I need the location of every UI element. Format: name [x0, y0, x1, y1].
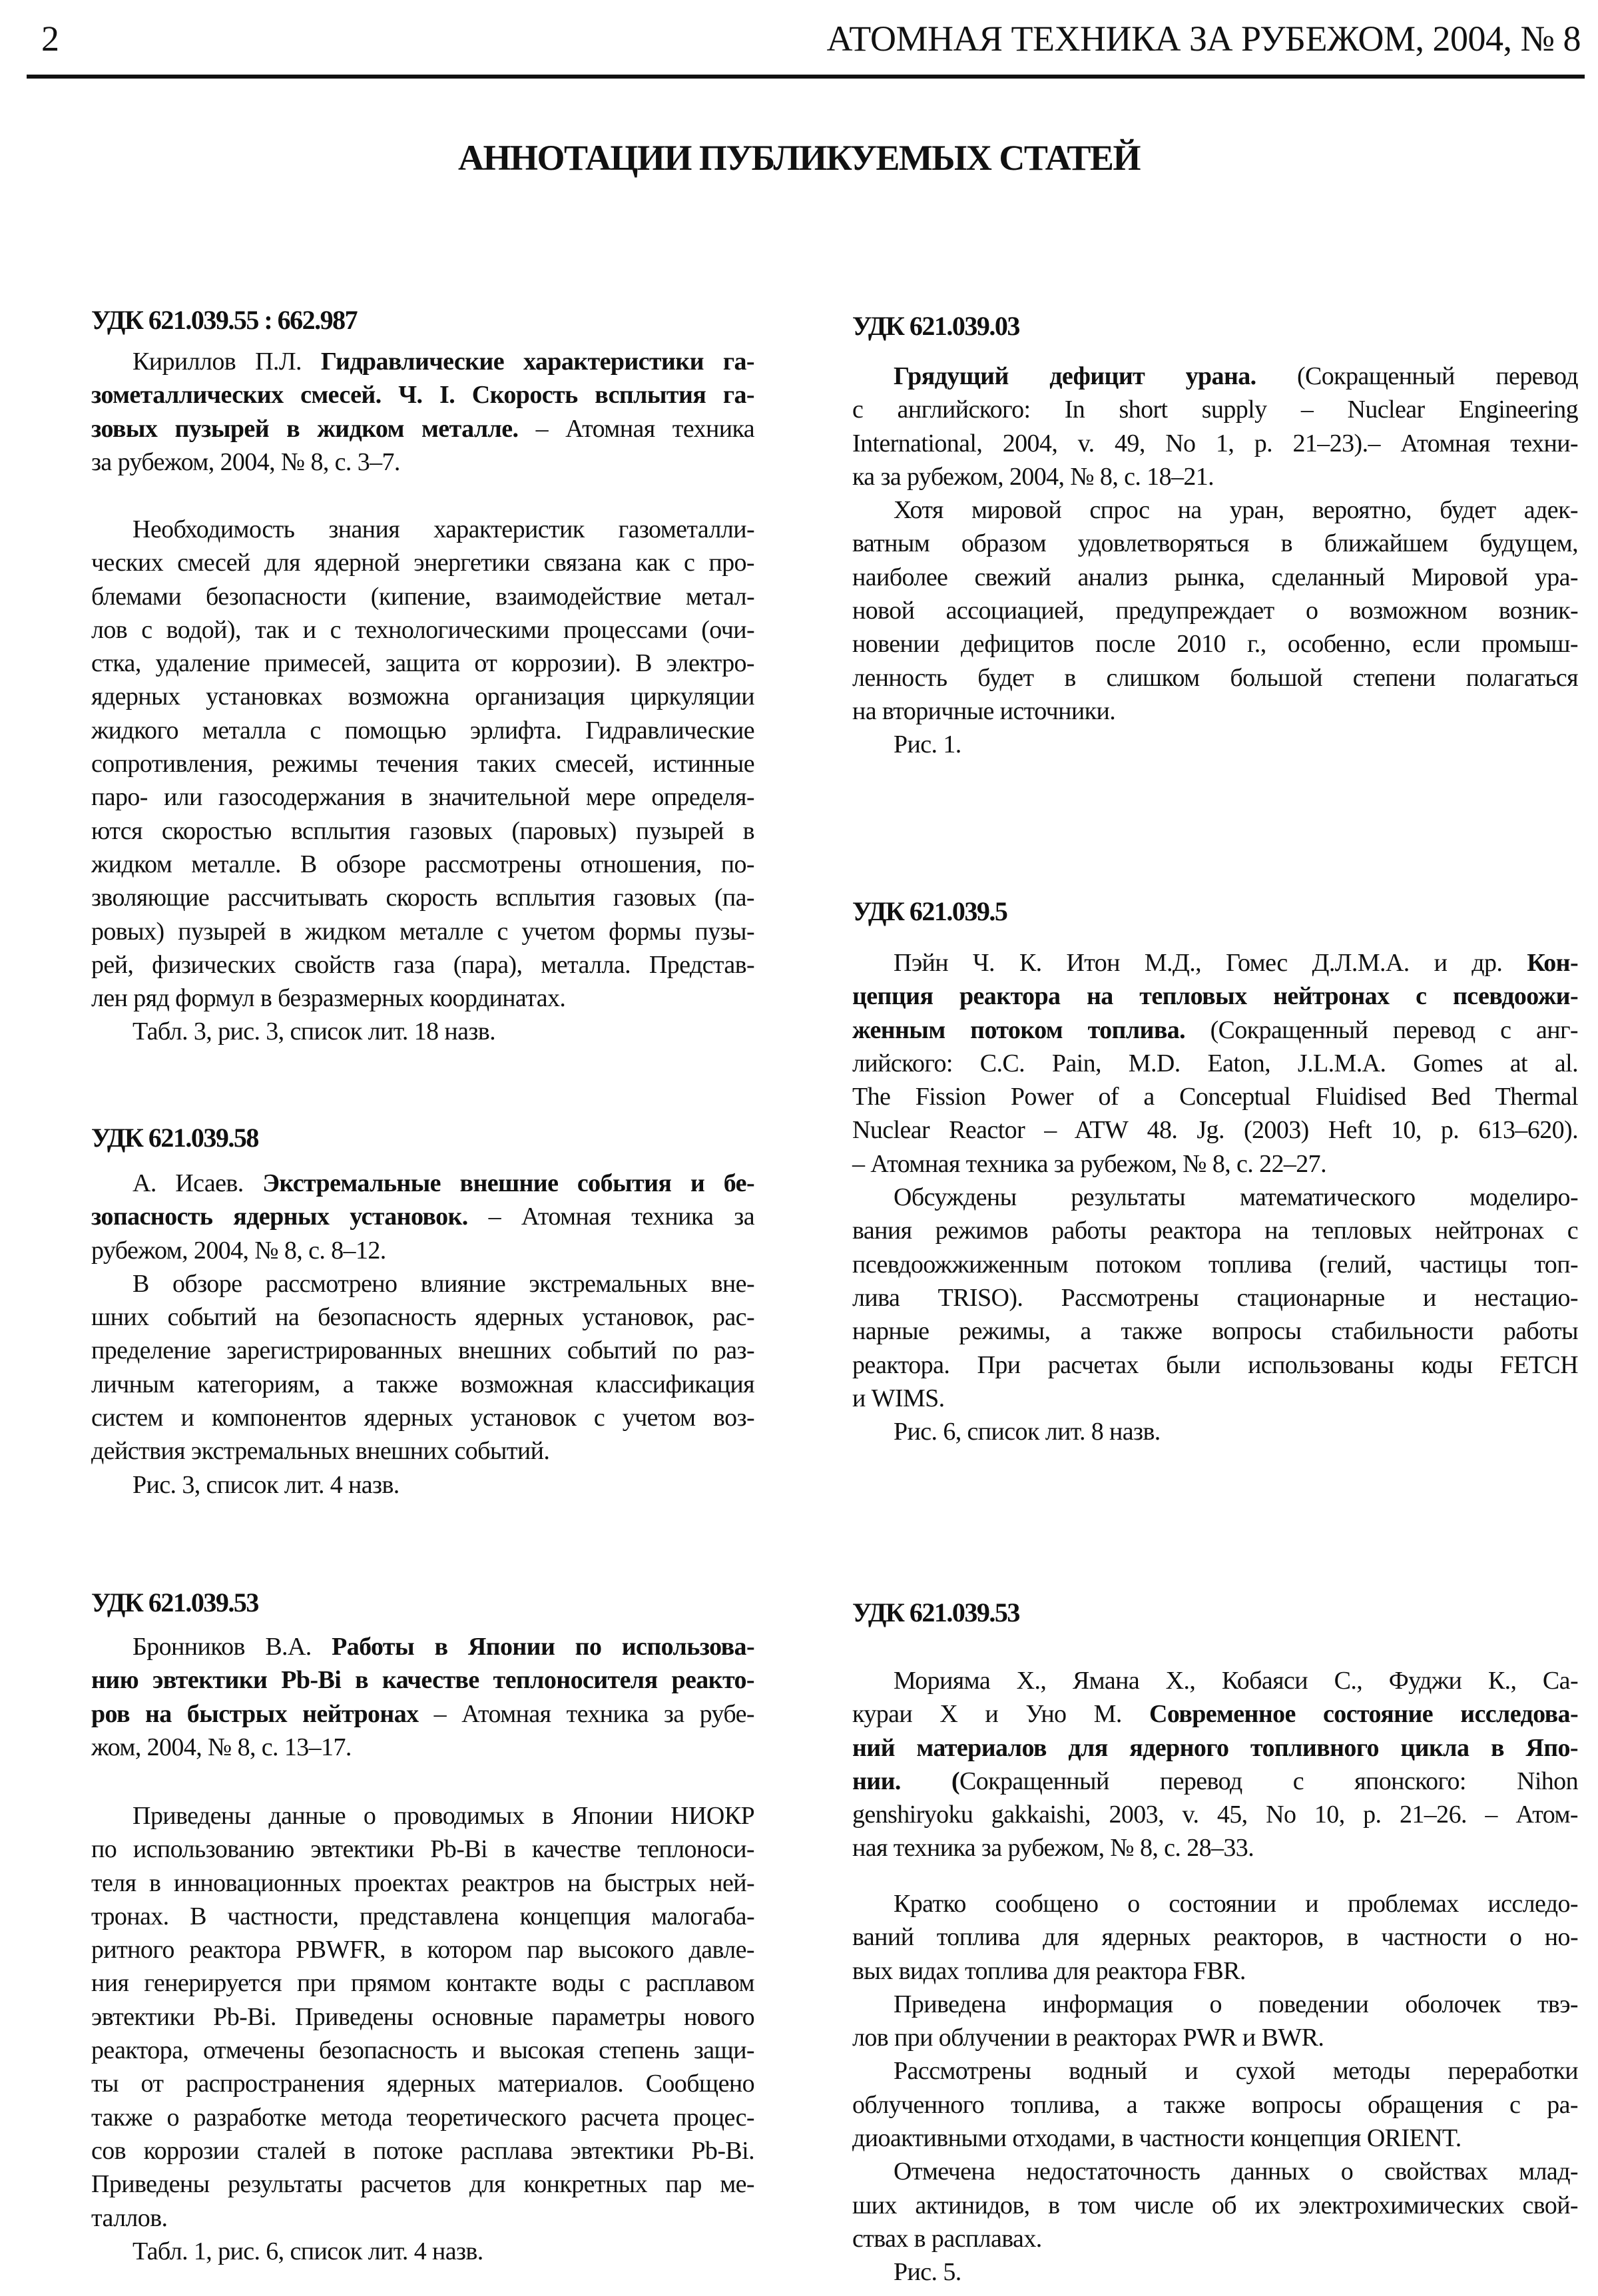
- text-line: [91, 1334, 754, 1367]
- text-line: [852, 1113, 1578, 1147]
- text-line: [852, 1988, 1578, 2021]
- text-run: – Атомная техника за рубежом, № 8, с. 22–27.: [852, 1149, 1326, 1178]
- text-run: жидкого металла с помощью эрлифта. Гидравлические: [91, 716, 754, 744]
- text-run: ядерных установках возможна организация циркуляции: [91, 683, 754, 711]
- text-line: [91, 2167, 754, 2201]
- text-line: [91, 580, 754, 613]
- text-line: [852, 2255, 1578, 2289]
- text-run: лов с водой), так и с технологическими процессами (очи-: [91, 615, 754, 644]
- article-title-run: нии. (: [852, 1767, 959, 1795]
- text-line: [852, 1181, 1578, 1214]
- text-line: [91, 1015, 754, 1048]
- text-run: В обзоре рассмотрено влияние экстремальных вне-: [133, 1269, 754, 1298]
- text-line: [91, 1234, 754, 1267]
- paragraph: [91, 1799, 754, 2235]
- page-number: 2: [41, 19, 59, 59]
- text-line: [852, 1314, 1578, 1348]
- article-title-run: зовых пузырей в жидком металле.: [91, 414, 519, 443]
- text-run: – Атомная техника: [518, 414, 754, 443]
- text-run: Хотя мировой спрос на уран, вероятно, будет адек-: [894, 496, 1578, 525]
- text-line: [852, 980, 1578, 1013]
- text-line: [852, 661, 1578, 695]
- text-run: кураи Х и Уно М.: [852, 1700, 1149, 1729]
- text-line: [91, 948, 754, 982]
- text-run: новой ассоциацией, предупреждает о возможном возник-: [852, 597, 1578, 625]
- text-line: [852, 393, 1578, 426]
- text-line: [91, 1267, 754, 1300]
- text-run: шних событий на безопасность ядерных установок, рас-: [91, 1303, 754, 1332]
- text-run: теля в инновационных проектах реактров на быстрых ней-: [91, 1868, 754, 1897]
- text-line: [852, 1382, 1578, 1415]
- text-line: [91, 1368, 754, 1401]
- annotation-block: [91, 1630, 754, 1764]
- text-line: [91, 1697, 754, 1731]
- paragraph: [91, 1167, 754, 1267]
- text-run: Кратко сообщено о состоянии и проблемах исследо-: [894, 1890, 1578, 1918]
- text-line: [852, 1047, 1578, 1080]
- text-line: [852, 1887, 1578, 1920]
- text-run: Бронников В.А.: [133, 1633, 332, 1661]
- text-run: жидком металле. В обзоре рассмотрены отношения, по-: [91, 850, 754, 878]
- text-run: genshiryoku gakkaishi, 2003, v. 45, No 10, p. 21–26. – Атом-: [852, 1801, 1578, 1829]
- article-title-run: ний материалов для ядерного топливного цикла в Япо-: [852, 1733, 1578, 1762]
- text-run: Приведены данные о проводимых в Японии НИОКР: [133, 1802, 754, 1830]
- text-run: Рис. 6, список лит. 8 назв.: [894, 1418, 1161, 1446]
- text-run: жом, 2004, № 8, с. 13–17.: [91, 1733, 352, 1761]
- text-run: наиболее свежий анализ рынка, сделанный Мировой ура-: [852, 563, 1578, 591]
- annotation-block: [91, 345, 754, 479]
- paragraph: [852, 493, 1578, 728]
- article-title-run: Гидравлические характеристики га-: [320, 348, 754, 376]
- paragraph: [852, 2255, 1578, 2289]
- text-run: паро- или газосодержания в значительной мере определя-: [91, 783, 754, 812]
- text-run: сопротивления, режимы течения таких смесей, истинные: [91, 750, 754, 778]
- text-line: [852, 1348, 1578, 1382]
- text-line: [852, 728, 1578, 761]
- text-line: [91, 1966, 754, 2000]
- text-run: А. Исаев.: [133, 1169, 263, 1197]
- text-line: [852, 627, 1578, 661]
- text-run: ленность будет в слишком большой степени полагаться: [852, 663, 1578, 692]
- text-run: стка, удаление примесей, защита от коррозии). В электро-: [91, 649, 754, 678]
- text-line: [852, 2122, 1578, 2155]
- paragraph: [852, 1664, 1578, 1865]
- text-run: тронах. В частности, представлена концепция малогаба-: [91, 1902, 754, 1930]
- text-run: Обсуждены результаты математического моделиро-: [894, 1183, 1578, 1212]
- text-run: лива TRISO). Рассмотрены стационарные и нестацио-: [852, 1283, 1578, 1312]
- article-title-run: цепция реактора на тепловых нейтронах с псевдоожи-: [852, 982, 1578, 1011]
- article-title-run: Кон-: [1527, 949, 1578, 977]
- udc-code: УДК 621.039.5: [852, 896, 1007, 926]
- text-run: вания режимов работы реактора на тепловых нейтронах с: [852, 1217, 1578, 1245]
- article-title-run: нию эвтектики Pb-Bi в качестве теплоносителя реакто-: [91, 1666, 754, 1695]
- paragraph: [852, 728, 1578, 761]
- text-line: [852, 594, 1578, 627]
- text-line: [91, 714, 754, 747]
- text-line: [91, 780, 754, 814]
- text-run: реактора. При расчетах были использованы коды FETCH: [852, 1350, 1578, 1379]
- text-line: [91, 2235, 754, 2268]
- text-line: [91, 982, 754, 1015]
- text-line: [852, 2054, 1578, 2088]
- text-line: [91, 1630, 754, 1663]
- text-line: [852, 2021, 1578, 2054]
- text-line: [91, 680, 754, 713]
- text-line: [91, 1799, 754, 1833]
- text-line: [91, 2067, 754, 2100]
- text-line: [852, 1080, 1578, 1113]
- text-run: Морияма Х., Ямана Х., Кобаяси С., Фуджи К., Са-: [894, 1667, 1578, 1695]
- text-run: нарные режимы, а также вопросы стабильности работы: [852, 1317, 1578, 1346]
- text-line: [852, 1798, 1578, 1831]
- text-line: [852, 1731, 1578, 1765]
- text-run: рей, физических свойств газа (пара), металла. Представ-: [91, 950, 754, 979]
- paragraph: [852, 946, 1578, 1181]
- annotation-block: [91, 513, 754, 1049]
- annotation-block: [852, 360, 1578, 762]
- text-run: ния генерируется при прямом контакте воды с расплавом: [91, 1969, 754, 1998]
- header-rule: [27, 75, 1585, 79]
- text-run: вых видах топлива для реактора FBR.: [852, 1956, 1246, 1985]
- text-run: Пэйн Ч. К. Итон М.Д., Гомес Д.Л.М.А. и др.: [894, 949, 1527, 977]
- text-run: реактора, отмечены безопасность и высокая степень защи-: [91, 2036, 754, 2065]
- text-run: лов при облучении в реакторах PWR и BWR.: [852, 2024, 1324, 2052]
- text-line: [852, 460, 1578, 493]
- text-run: ются скоростью всплытия газовых (паровых) пузырей в: [91, 816, 754, 845]
- article-title-run: зопасность ядерных установок.: [91, 1203, 468, 1231]
- paragraph: [852, 2054, 1578, 2155]
- text-line: [852, 2189, 1578, 2222]
- text-run: Рассмотрены водный и сухой методы переработки: [894, 2057, 1578, 2086]
- text-run: на вторичные источники.: [852, 697, 1116, 725]
- udc-code: УДК 621.039.55 : 662.987: [91, 305, 358, 335]
- text-line: [91, 2201, 754, 2235]
- article-title-run: зометаллических смесей. Ч. I. Скорость всплытия га-: [91, 381, 754, 410]
- text-line: [852, 2155, 1578, 2188]
- text-line: [91, 1167, 754, 1200]
- annotation-block: [852, 1887, 1578, 2289]
- text-run: пределение зарегистрированных внешних событий по раз-: [91, 1336, 754, 1365]
- text-run: рубежом, 2004, № 8, с. 8–12.: [91, 1236, 386, 1265]
- paragraph: [91, 345, 754, 479]
- text-run: сов коррозии сталей в потоке расплава эвтектики Pb-Bi.: [91, 2136, 754, 2165]
- text-run: Рис. 5.: [894, 2258, 961, 2287]
- paragraph: [91, 1267, 754, 1468]
- text-run: Табл. 3, рис. 3, список лит. 18 назв.: [133, 1017, 496, 1046]
- text-line: [91, 1200, 754, 1233]
- text-run: ческих смесей для ядерной энергетики связана как с про-: [91, 549, 754, 577]
- text-run: Отмечена недостаточность данных о свойствах млад-: [894, 2157, 1578, 2186]
- text-line: [852, 1697, 1578, 1731]
- paragraph: [91, 1468, 754, 1502]
- text-line: [91, 1866, 754, 1900]
- text-line: [91, 2134, 754, 2167]
- text-run: и WIMS.: [852, 1384, 945, 1412]
- text-line: [852, 360, 1578, 393]
- text-run: личным категориям, а также возможная классификация: [91, 1370, 754, 1398]
- annotation-block: [852, 1664, 1578, 1865]
- text-line: [91, 2000, 754, 2034]
- text-line: [91, 546, 754, 579]
- paragraph: [91, 513, 754, 1015]
- article-title-run: Экстремальные внешние события и бе-: [262, 1169, 755, 1197]
- text-run: Nuclear Reactor – ATW 48. Jg. (2003) Heft 10, p. 613–620).: [852, 1116, 1578, 1145]
- text-run: за рубежом, 2004, № 8, с. 3–7.: [91, 447, 400, 476]
- text-run: ка за рубежом, 2004, № 8, с. 18–21.: [852, 462, 1214, 491]
- text-line: [852, 1415, 1578, 1448]
- paragraph: [91, 1630, 754, 1764]
- page-title: АННОТАЦИИ ПУБЛИКУЕМЫХ СТАТЕЙ: [458, 138, 1140, 178]
- text-run: действия экстремальных внешних событий.: [91, 1437, 550, 1466]
- article-title-run: женным потоком топлива.: [852, 1015, 1186, 1044]
- text-run: Приведена информация о поведении оболочек твэ-: [894, 1990, 1578, 2018]
- article-title-run: Грядущий дефицит урана.: [894, 362, 1256, 390]
- text-line: [852, 1664, 1578, 1697]
- text-line: [91, 1300, 754, 1334]
- text-run: ная техника за рубежом, № 8, с. 28–33.: [852, 1834, 1254, 1863]
- udc-code: УДК 621.039.53: [91, 1587, 258, 1617]
- text-line: [852, 1920, 1578, 1954]
- text-run: ты от распространения ядерных материалов. Сообщено: [91, 2070, 754, 2098]
- text-line: [852, 1765, 1578, 1798]
- text-run: также о разработке метода теоретического расчета процес-: [91, 2103, 754, 2132]
- text-line: [852, 561, 1578, 594]
- text-run: ваний топлива для ядерных реакторов, в частности о но-: [852, 1923, 1578, 1952]
- paragraph: [91, 2235, 754, 2268]
- text-run: International, 2004, v. 49, No 1, p. 21–23).– Атомная техни-: [852, 429, 1578, 457]
- text-run: с английского: In short supply – Nuclear Engineering: [852, 396, 1578, 424]
- text-line: [852, 1214, 1578, 1247]
- text-line: [852, 1954, 1578, 1988]
- text-line: [91, 2034, 754, 2067]
- text-run: The Fission Power of a Conceptual Fluidised Bed Thermal: [852, 1083, 1578, 1111]
- text-line: [91, 1933, 754, 1966]
- text-line: [91, 848, 754, 881]
- text-run: ватным образом удовлетворяться в ближайшем будущем,: [852, 529, 1578, 558]
- text-run: облученного топлива, а также вопросы обращения с ра-: [852, 2090, 1578, 2119]
- text-run: систем и компонентов ядерных установок с учетом воз-: [91, 1404, 754, 1432]
- text-run: блемами безопасности (кипение, взаимодействие метал-: [91, 582, 754, 611]
- text-run: Рис. 1.: [894, 730, 961, 759]
- text-run: эвтектики Pb-Bi. Приведены основные параметры нового: [91, 2002, 754, 2031]
- article-title-run: Работы в Японии по использова-: [332, 1633, 755, 1661]
- text-line: [91, 1434, 754, 1468]
- text-line: [852, 946, 1578, 980]
- text-run: ритного реактора PBWFR, в котором пар высокого давле-: [91, 1936, 754, 1964]
- udc-code: УДК 621.039.58: [91, 1123, 258, 1153]
- text-line: [91, 1900, 754, 1933]
- text-line: [852, 527, 1578, 560]
- text-line: [852, 1831, 1578, 1865]
- text-line: [852, 427, 1578, 460]
- text-run: Кириллов П.Л.: [133, 348, 321, 376]
- text-line: [852, 2222, 1578, 2255]
- text-run: по использованию эвтектики Pb-Bi в качестве теплоноси-: [91, 1835, 754, 1864]
- text-run: Рис. 3, список лит. 4 назв.: [133, 1470, 400, 1499]
- text-run: псевдоожжиженным потоком топлива (гелий, частицы топ-: [852, 1250, 1578, 1279]
- text-line: [852, 493, 1578, 527]
- text-line: [91, 2101, 754, 2134]
- text-line: [852, 1281, 1578, 1314]
- paragraph: [852, 1181, 1578, 1415]
- paragraph: [852, 2155, 1578, 2255]
- text-line: [91, 513, 754, 546]
- udc-code: УДК 621.039.03: [852, 311, 1019, 341]
- journal-running-title: АТОМНАЯ ТЕХНИКА ЗА РУБЕЖОМ, 2004, № 8: [826, 19, 1581, 59]
- text-line: [91, 647, 754, 680]
- text-line: [91, 1401, 754, 1434]
- text-line: [91, 412, 754, 445]
- text-line: [91, 881, 754, 914]
- text-run: (Сокращенный перевод с анг-: [1185, 1015, 1578, 1044]
- text-run: – Атомная техника за: [467, 1203, 754, 1231]
- text-line: [91, 445, 754, 479]
- article-title-run: Современное состояние исследова-: [1149, 1700, 1578, 1729]
- annotation-block: [91, 1799, 754, 2268]
- text-line: [91, 1468, 754, 1502]
- text-run: Необходимость знания характеристик газометалли-: [133, 515, 754, 543]
- text-run: таллов.: [91, 2203, 168, 2232]
- text-line: [91, 1833, 754, 1866]
- text-line: [91, 1731, 754, 1764]
- text-line: [91, 378, 754, 412]
- text-line: [852, 1248, 1578, 1281]
- text-run: Табл. 1, рис. 6, список лит. 4 назв.: [133, 2237, 483, 2265]
- paragraph: [852, 1887, 1578, 1988]
- text-line: [852, 695, 1578, 728]
- text-run: лен ряд формул в безразмерных координатах.: [91, 984, 566, 1013]
- text-line: [91, 345, 754, 378]
- text-run: Приведены результаты расчетов для конкретных пар ме-: [91, 2170, 754, 2199]
- text-line: [91, 915, 754, 948]
- text-run: зволяющие рассчитывать скорость всплытия газовых (па-: [91, 884, 754, 912]
- text-line: [91, 613, 754, 647]
- text-run: лийского: C.C. Pain, M.D. Eaton, J.L.M.A. Gomes at al.: [852, 1049, 1578, 1077]
- text-run: ших актинидов, в том числе об их электрохимических свой-: [852, 2191, 1578, 2219]
- text-line: [852, 1013, 1578, 1047]
- text-line: [91, 747, 754, 780]
- text-line: [852, 2088, 1578, 2122]
- annotation-block: [852, 946, 1578, 1448]
- text-run: Сокращенный перевод с японского: Nihon: [959, 1767, 1578, 1795]
- text-run: ровых) пузырей в жидком металле с учетом формы пузы-: [91, 917, 754, 946]
- text-line: [91, 1663, 754, 1697]
- text-line: [91, 814, 754, 848]
- text-run: диоактивными отходами, в частности концепция ORIENT.: [852, 2124, 1462, 2153]
- paragraph: [852, 1415, 1578, 1448]
- paragraph: [91, 1015, 754, 1048]
- text-run: ствах в расплавах.: [852, 2224, 1042, 2253]
- paragraph: [852, 1988, 1578, 2055]
- text-run: новении дефицитов после 2010 г., особенно, если промыш-: [852, 630, 1578, 659]
- paragraph: [852, 360, 1578, 493]
- udc-code: УДК 621.039.53: [852, 1597, 1019, 1627]
- article-title-run: ров на быстрых нейтронах: [91, 1699, 419, 1728]
- text-run: (Сокращенный перевод: [1256, 362, 1578, 390]
- text-run: – Атомная техника за рубе-: [418, 1699, 754, 1728]
- annotation-block: [91, 1167, 754, 1502]
- text-line: [852, 1147, 1578, 1181]
